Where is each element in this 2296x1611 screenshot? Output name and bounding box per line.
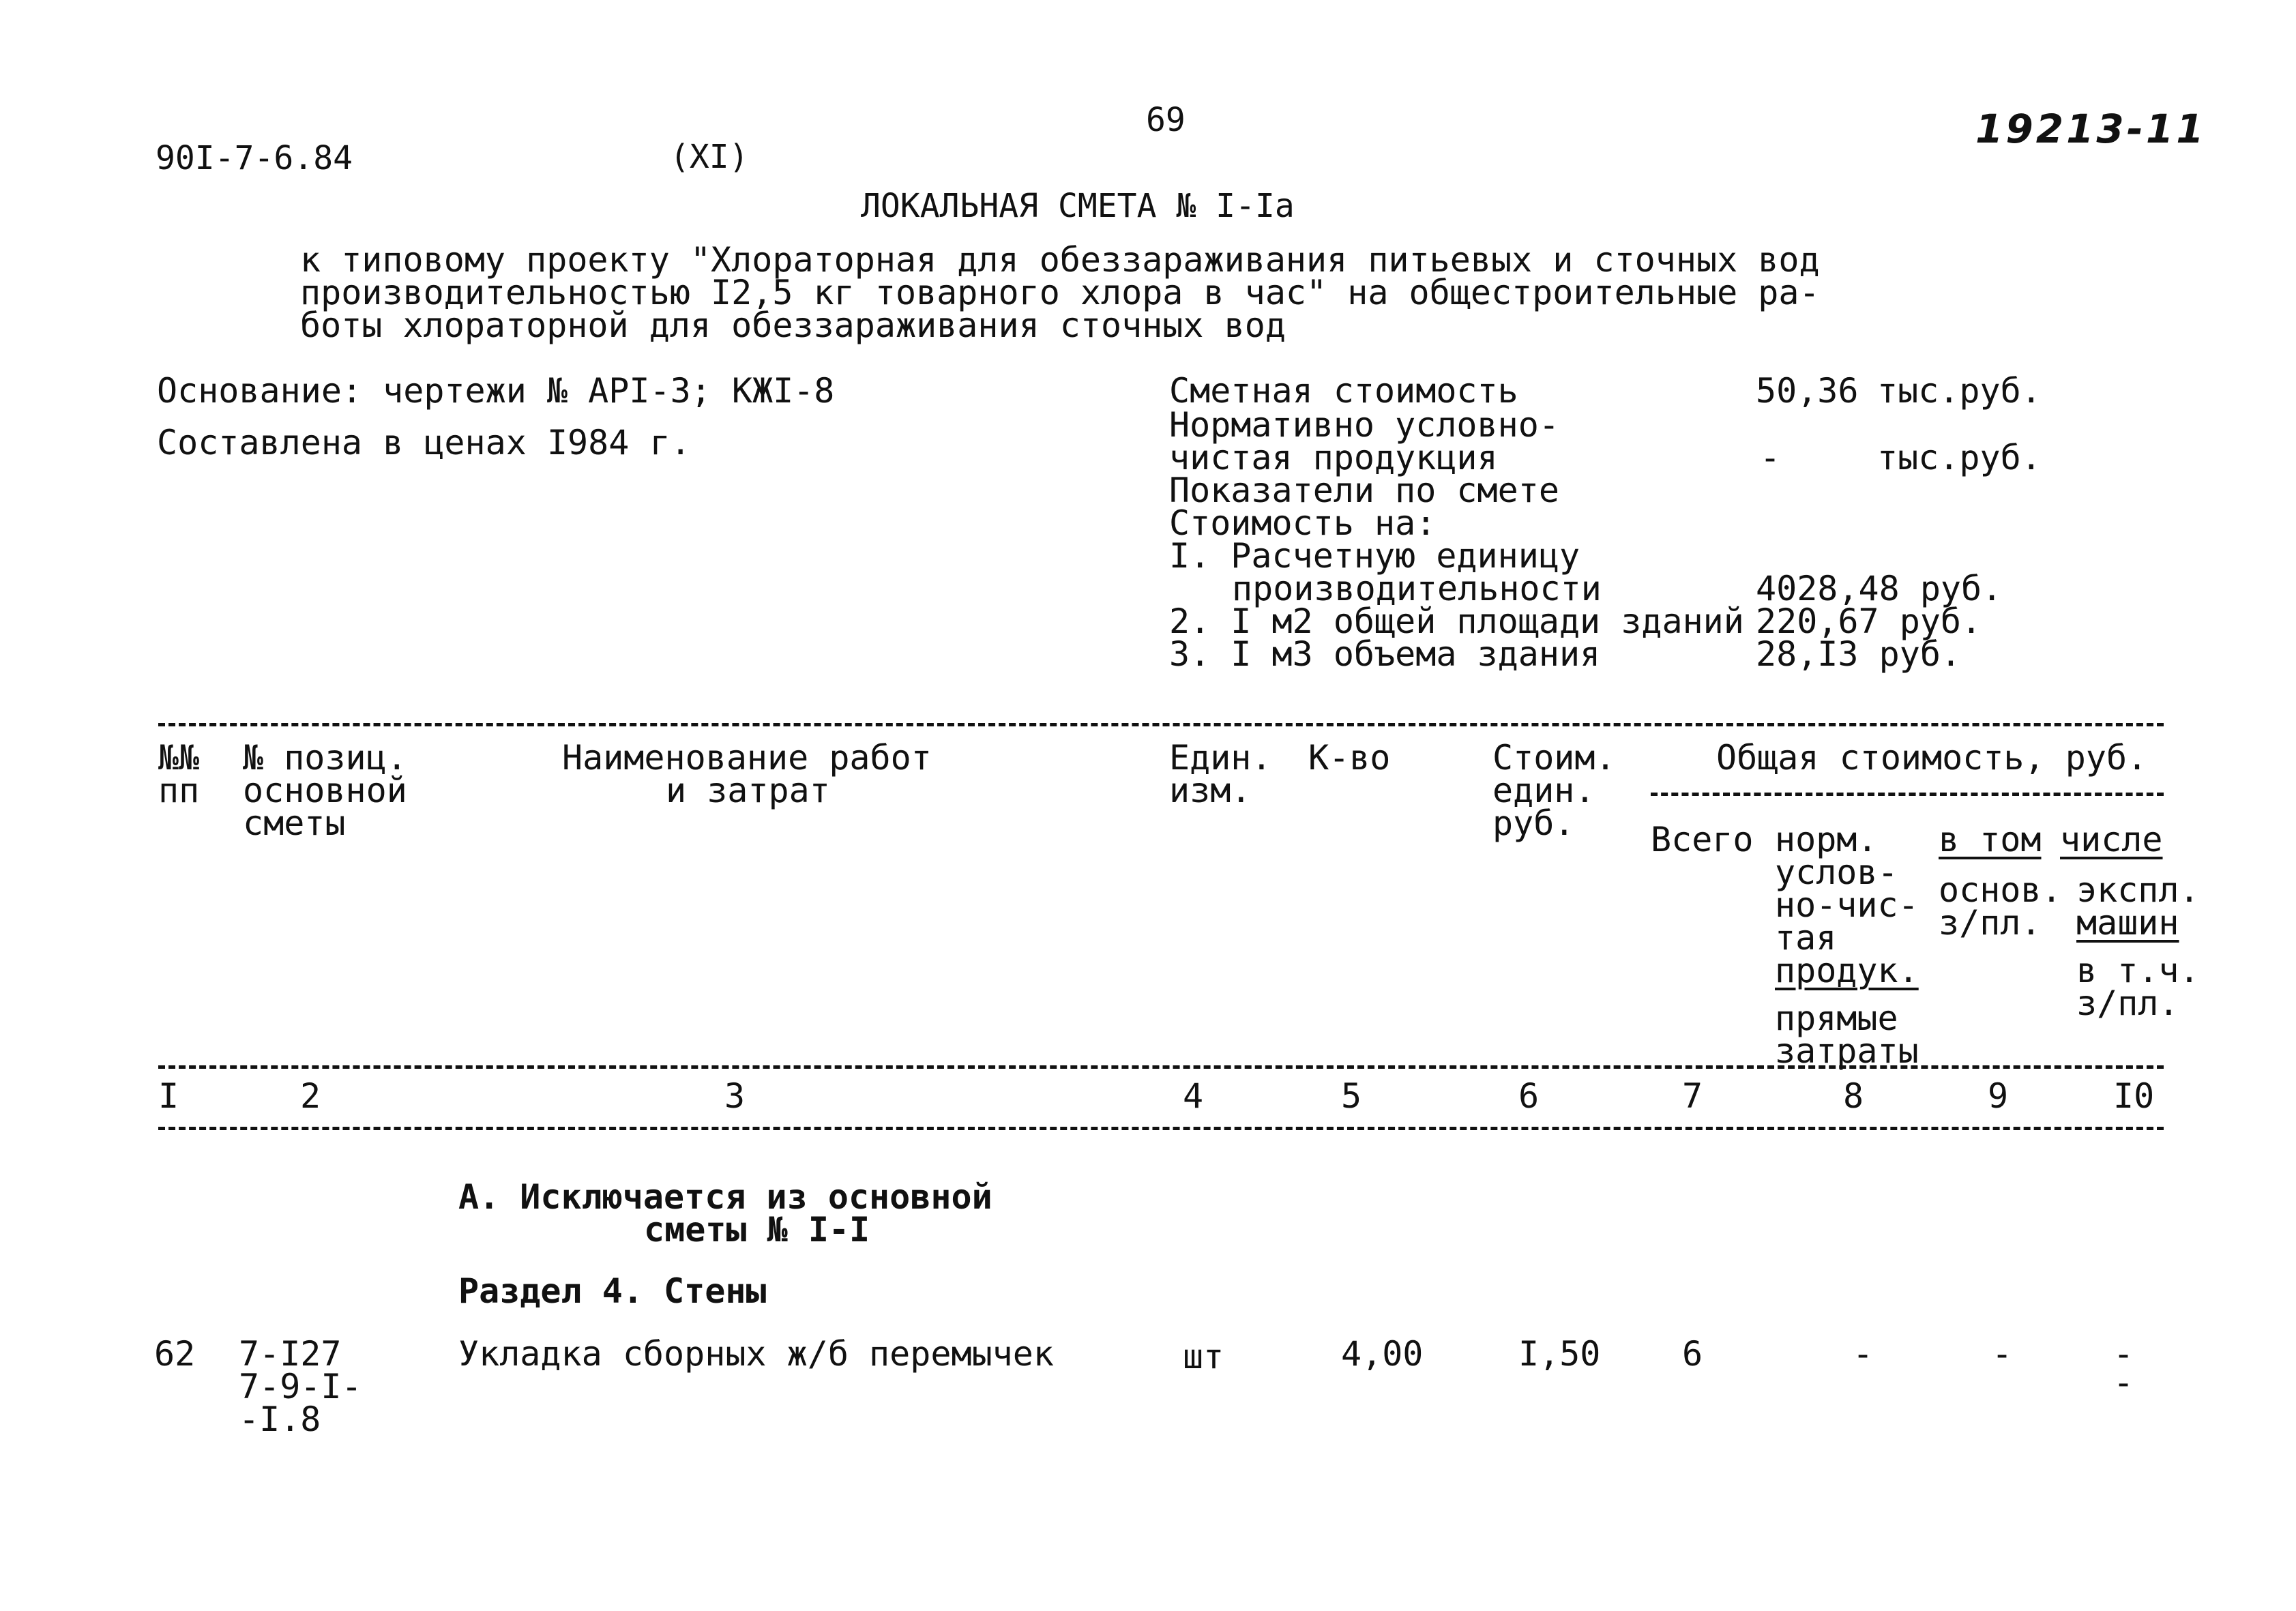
column-number: 3 [724,1076,746,1116]
col-8-header: норм. [1775,820,1878,859]
col-3-header: Наименование работ [562,738,932,778]
total-cost-header: Общая стоимость, руб. [1716,738,2148,778]
row-position: 7-9-I- [239,1367,362,1406]
estimate-cost-unit: тыс.руб. [1877,371,2042,411]
col-8-header: услов- [1775,853,1898,892]
indicator-3-value: 28,I3 руб. [1756,634,1962,674]
col-10-header: в т.ч. [2076,951,2200,990]
row-machine-cost: - [2113,1334,2134,1374]
indicators-label: Показатели по смете [1169,471,1559,510]
section-a-title: сметы № I-I [644,1210,870,1250]
column-number: 7 [1682,1076,1703,1116]
row-total: 6 [1682,1334,1703,1374]
basis-drawings: Основание: чертежи № АРI-3; КЖI-8 [157,371,835,411]
indicator-1-label-cont: производительности [1232,569,1602,608]
handwritten-sheet-id: 19213-11 [1975,106,2207,152]
row-unit-price: I,50 [1518,1334,1601,1374]
table-top-rule [158,723,2164,726]
column-number: 8 [1843,1076,1864,1116]
row-norm-product: - [1853,1334,1874,1374]
col-8-header-direct: прямые [1775,999,1898,1038]
col-6-header: един. [1492,771,1595,810]
norm-product-label: чистая продукция [1169,438,1498,477]
including-label: числе [2060,820,2163,859]
roman-section-number: (XI) [670,138,749,176]
page-number: 69 [1146,101,1186,139]
col-8-header: тая [1775,918,1837,958]
col-1-header: пп [158,771,200,810]
col-8-header: продук. [1775,951,1919,990]
col-9-header: основ. [1939,870,2062,910]
row-quantity: 4,00 [1341,1334,1424,1374]
document-code: 90I-7-6.84 [156,139,353,177]
column-number: 6 [1518,1076,1540,1116]
cost-on-label: Стоимость на: [1169,503,1437,543]
row-work-name: Укладка сборных ж/б перемычек [458,1334,1054,1374]
column-number: 9 [1988,1076,2009,1116]
col-10-header: машин [2076,903,2179,943]
col-10-header: экспл. [2076,870,2200,910]
norm-product-label: Нормативно условно- [1169,405,1559,445]
indicator-1-label: I. Расчетную единицу [1169,536,1580,576]
row-position: -I.8 [239,1400,321,1439]
column-number: 2 [300,1076,321,1116]
section-4-title: Раздел 4. Стены [458,1271,767,1311]
col-9-header: з/пл. [1939,903,2042,943]
col-8-header-direct: затраты [1775,1031,1919,1071]
indicator-3-label: 3. I м3 объема здания [1169,634,1601,674]
column-number: I [158,1076,179,1116]
row-unit: шт [1183,1337,1224,1376]
col-7-header: Всего [1651,820,1754,859]
row-position: 7-I27 [239,1334,342,1374]
including-label: в том [1939,820,2042,859]
header-bottom-rule [158,1065,2164,1069]
column-number: I0 [2113,1076,2155,1116]
col-1-header: №№ [158,738,200,778]
subtitle-line: боты хлораторной для обеззараживания сточных вод [300,306,1286,345]
basis-prices: Составлена в ценах I984 г. [157,423,691,462]
col-4-header: изм. [1169,771,1252,810]
indicator-2-label: 2. I м2 общей площади зданий [1169,602,1744,641]
section-a-title: А. Исключается из основной [458,1177,992,1217]
col-2-header: сметы [243,803,346,843]
norm-product-unit: тыс.руб. [1877,438,2042,477]
col-4-header: Един. [1169,738,1272,778]
col-10-header: з/пл. [2076,984,2179,1023]
document-title: ЛОКАЛЬНАЯ СМЕТА № I-Iа [861,187,1295,225]
row-machine-wage: - [2113,1363,2134,1402]
col-2-header: № позиц. [243,738,407,778]
row-base-wage: - [1992,1334,2013,1374]
column-number: 4 [1183,1076,1204,1116]
numbers-bottom-rule [158,1127,2164,1130]
subtitle-line: производительностью I2,5 кг товарного хлора в час" на общестроительные ра- [300,273,1820,312]
subtitle-line: к типовому проекту "Хлораторная для обеззараживания питьевых и сточных вод [300,240,1820,280]
col-5-header: К-во [1308,738,1391,778]
norm-product-value: - [1760,438,1781,477]
col-6-header: Стоим. [1492,738,1616,778]
col-6-header: руб. [1492,803,1575,843]
estimate-cost-label: Сметная стоимость [1169,371,1518,411]
col-8-header: но-чис- [1775,885,1919,925]
col-2-header: основной [243,771,407,810]
indicator-2-value: 220,67 руб. [1756,602,1982,641]
column-number: 5 [1341,1076,1362,1116]
col-3-header: и затрат [666,771,830,810]
row-number: 62 [154,1334,196,1374]
indicator-1-value: 4028,48 руб. [1756,569,2003,608]
total-cost-rule [1651,793,2164,796]
estimate-cost-value: 50,36 [1756,371,1859,411]
